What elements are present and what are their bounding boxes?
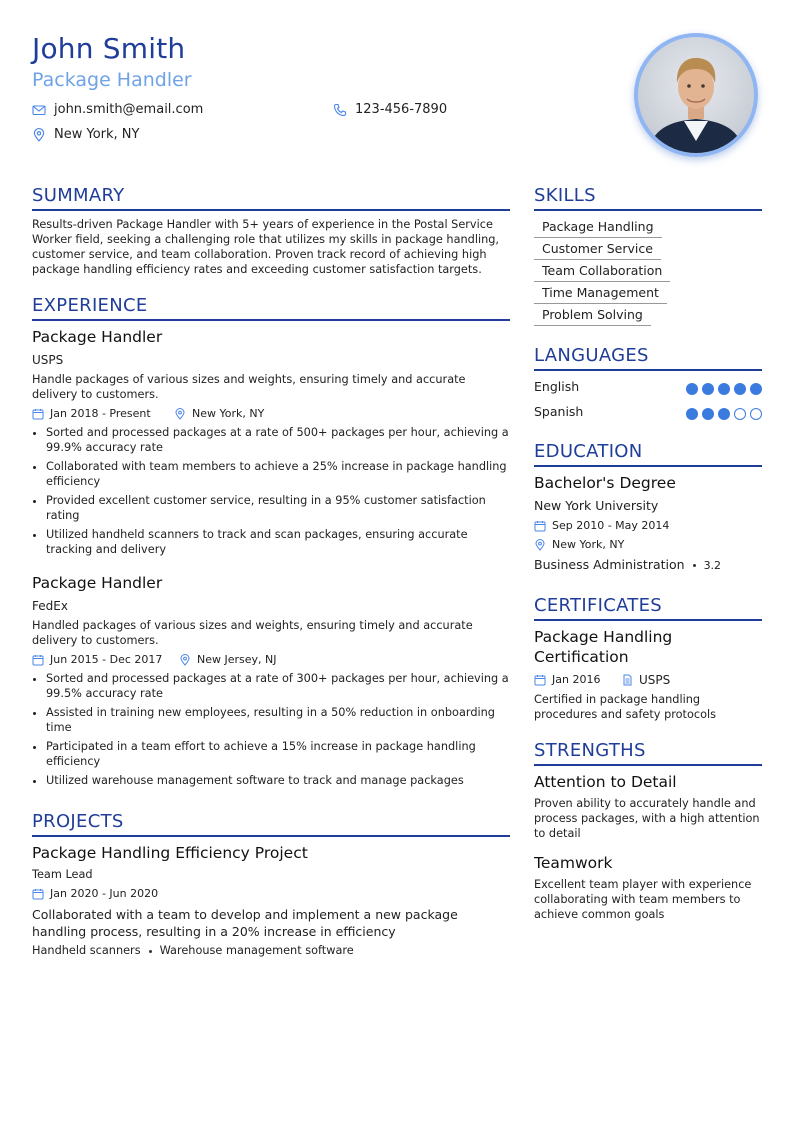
location-pin-icon <box>174 408 186 420</box>
strength-title: Teamwork <box>534 854 613 872</box>
job-bullet: • Assisted in training new employees, resulting in a 50% reduction in onboarding time <box>46 705 510 735</box>
strength-description: Excellent team player with experience collaborating with team members to achieve common goals <box>534 878 752 921</box>
education-school: New York University <box>534 498 659 513</box>
email-icon <box>32 103 46 117</box>
job-bullet: • Utilized handheld scanners to track and scan packages, ensuring accurate tracking and delivery <box>46 527 510 557</box>
job-title: Package Handler <box>32 574 163 592</box>
experience-heading: EXPERIENCE <box>32 294 510 321</box>
project-tool: Warehouse management software <box>159 944 354 957</box>
job-bullet: • Sorted and processed packages at a rate of 500+ packages per hour, achieving a 99.9% accuracy rate <box>46 425 510 455</box>
separator-dot <box>149 950 152 953</box>
skill-tag: Time Management <box>534 284 667 304</box>
calendar-icon <box>534 674 546 686</box>
skill-tag: Problem Solving <box>534 306 651 326</box>
job-bullets <box>32 425 510 561</box>
job-bullet: • Collaborated with team members to achieve a 25% increase in package handling efficiency <box>46 459 510 489</box>
summary-text: Results-driven Package Handler with 5+ years of experience in the Postal Service Worker field, seeking a challenging role that utilizes my skills in package handling, customer service, and team collaboration. Proven track record of achieving high package handling efficiency rates and exceeding customer satisfaction targets. <box>32 218 500 276</box>
phone-contact[interactable] <box>333 102 447 117</box>
document-icon <box>621 674 633 686</box>
rating-dot-empty <box>734 408 746 420</box>
job-bullet: • Utilized warehouse management software to track and manage packages <box>46 773 510 788</box>
education-degree: Bachelor's Degree <box>534 474 676 492</box>
certificate-issuer-text: USPS <box>639 673 671 687</box>
education-dates <box>534 519 669 533</box>
location-pin-icon <box>32 128 46 142</box>
email-text: john.smith@email.com <box>54 102 204 117</box>
profile-photo <box>634 33 758 157</box>
job-location <box>174 407 264 421</box>
skill-tag: Team Collaboration <box>534 262 670 282</box>
job-location-text: New Jersey, NJ <box>197 653 277 666</box>
project-description: Collaborated with a team to develop and implement a new package handling process, resulting in a 20% increase in efficiency <box>32 907 458 939</box>
rating-dot-filled <box>686 408 698 420</box>
language-name: Spanish <box>534 404 584 419</box>
job-bullet: • Provided excellent customer service, resulting in a 95% customer satisfaction rating <box>46 493 510 523</box>
job-company: USPS <box>32 353 64 367</box>
skills-heading: SKILLS <box>534 184 762 211</box>
education-gpa: 3.2 <box>703 559 722 572</box>
calendar-icon <box>534 520 546 532</box>
rating-dot-filled <box>702 408 714 420</box>
job-location-text: New York, NY <box>192 407 265 420</box>
job-title: Package Handler <box>32 328 163 346</box>
location-contact <box>32 127 139 142</box>
separator-dot <box>693 564 696 567</box>
project-dates-text: Jan 2020 - Jun 2020 <box>50 887 159 900</box>
rating-dot-filled <box>718 383 730 395</box>
job-bullets <box>32 671 510 792</box>
certificate-description: Certified in package handling procedures and safety protocols <box>534 693 717 721</box>
email-contact[interactable] <box>32 102 203 117</box>
location-pin-icon <box>179 654 191 666</box>
strength-description: Proven ability to accurately handle and process packages, with a high attention to detail <box>534 797 760 840</box>
calendar-icon <box>32 888 44 900</box>
location-pin-icon <box>534 539 546 551</box>
phone-icon <box>333 103 347 117</box>
certificate-issuer <box>621 673 670 687</box>
job-bullet: • Sorted and processed packages at a rate of 300+ packages per hour, achieving a 99.5% accuracy rate <box>46 671 510 701</box>
rating-dot-filled <box>686 383 698 395</box>
education-dates-text: Sep 2010 - May 2014 <box>552 519 670 532</box>
strength-title: Attention to Detail <box>534 773 677 791</box>
languages-heading: LANGUAGES <box>534 344 762 371</box>
rating-dot-filled <box>750 383 762 395</box>
certificate-name-line2: Certification <box>534 648 629 666</box>
rating-dot-empty <box>750 408 762 420</box>
job-dates <box>32 407 151 421</box>
rating-dot-filled <box>718 408 730 420</box>
language-name: English <box>534 379 580 394</box>
candidate-name: John Smith <box>32 32 186 65</box>
calendar-icon <box>32 654 44 666</box>
certificate-date <box>534 673 600 687</box>
location-text: New York, NY <box>54 127 140 142</box>
education-field: Business Administration <box>534 557 685 572</box>
education-location-text: New York, NY <box>552 538 625 551</box>
rating-dot-filled <box>702 383 714 395</box>
job-dates <box>32 653 162 667</box>
project-tool: Handheld scanners <box>32 944 141 957</box>
job-description: Handled packages of various sizes and weights, ensuring timely and accurate delivery to customers. <box>32 619 473 647</box>
education-heading: EDUCATION <box>534 440 762 467</box>
job-company: FedEx <box>32 599 68 613</box>
candidate-title: Package Handler <box>32 69 192 91</box>
language-rating <box>686 408 762 420</box>
projects-heading: PROJECTS <box>32 810 510 837</box>
education-location <box>534 538 624 552</box>
calendar-icon <box>32 408 44 420</box>
certificate-date-text: Jan 2016 <box>552 673 601 686</box>
education-field-row <box>534 557 721 574</box>
language-rating <box>686 383 762 395</box>
skill-tag: Customer Service <box>534 240 661 260</box>
job-description: Handle packages of various sizes and weights, ensuring timely and accurate delivery to customers. <box>32 373 466 401</box>
skill-tag: Package Handling <box>534 218 662 238</box>
job-location <box>179 653 277 667</box>
portrait-icon <box>638 37 754 153</box>
phone-text: 123-456-7890 <box>355 102 448 117</box>
project-title: Package Handling Efficiency Project <box>32 844 308 862</box>
rating-dot-filled <box>734 383 746 395</box>
project-role: Team Lead <box>32 868 93 881</box>
job-dates-text: Jun 2015 - Dec 2017 <box>50 653 163 666</box>
certificates-heading: CERTIFICATES <box>534 594 762 621</box>
certificate-name-line1: Package Handling <box>534 628 673 646</box>
job-dates-text: Jan 2018 - Present <box>50 407 151 420</box>
strengths-heading: STRENGTHS <box>534 739 762 766</box>
project-tools <box>32 943 354 958</box>
job-bullet: • Participated in a team effort to achieve a 15% increase in package handling efficiency <box>46 739 510 769</box>
summary-heading: SUMMARY <box>32 184 510 211</box>
project-dates <box>32 887 158 901</box>
